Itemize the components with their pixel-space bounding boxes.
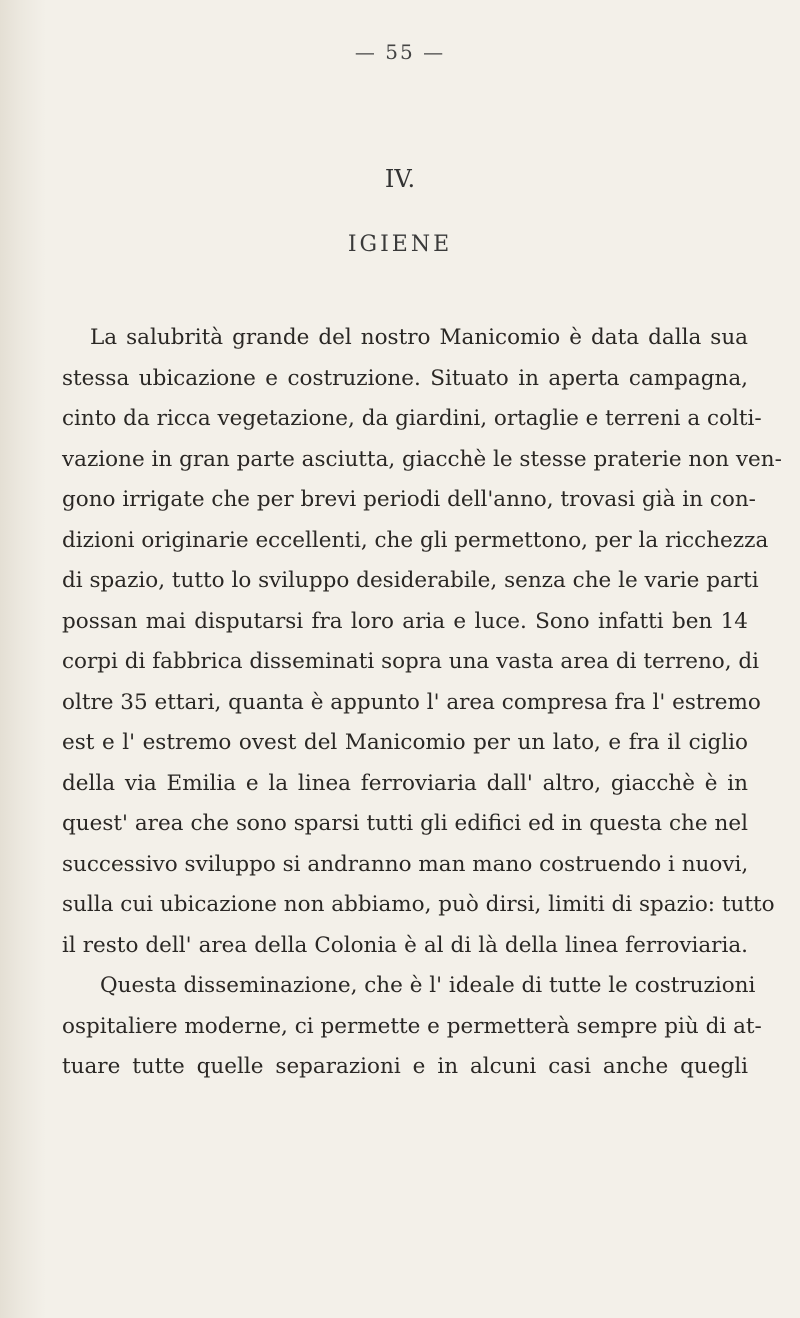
page-edge-shadow (0, 0, 46, 1318)
text-line: stessa ubicazione e costruzione. Situato in aperta campagna, (62, 365, 748, 391)
body-text (62, 318, 782, 1088)
text-line: possan mai disputarsi fra loro aria e luce. Sono infatti ben 14 (62, 608, 748, 634)
text-line: vazione in gran parte asciutta, giacchè le stesse praterie non ven- (62, 446, 782, 472)
text-line: il resto dell' area della Colonia è al di là della linea ferroviaria. (62, 932, 748, 958)
text-line: quest' area che sono sparsi tutti gli edifici ed in questa che nel (62, 811, 748, 836)
text-line: La salubrità grande del nostro Manicomio è data dalla sua (90, 325, 748, 350)
text-line: della via Emilia e la linea ferroviaria dall' altro, giacchè è in (62, 770, 748, 796)
text-line: gono irrigate che per brevi periodi dell'anno, trovasi già in con- (62, 487, 756, 512)
chapter-number: IV. (384, 165, 416, 193)
text-line: cinto da ricca vegetazione, da giardini, ortaglie e terreni a colti- (62, 406, 762, 431)
text-line: corpi di fabbrica disseminati sopra una vasta area di terreno, di (62, 649, 760, 674)
text-line: oltre 35 ettari, quanta è appunto l' area compresa fra l' estremo (62, 689, 761, 715)
text-line: successivo sviluppo si andranno man mano costruendo i nuovi, (62, 851, 749, 877)
text-line: ospitaliere moderne, ci permette e permetterà sempre più di at- (62, 1013, 762, 1039)
text-line: Questa disseminazione, che è l' ideale di tutte le costruzioni (100, 973, 756, 998)
chapter-title: IGIENE (347, 232, 453, 257)
text-line: dizioni originarie eccellenti, che gli permettono, per la ricchezza (62, 527, 769, 553)
text-line: tuare tutte quelle separazioni e in alcuni casi anche quegli (62, 1054, 748, 1079)
page-number: — 55 — (354, 40, 446, 64)
text-line: est e l' estremo ovest del Manicomio per un lato, e fra il ciglio (62, 730, 748, 755)
text-line: sulla cui ubicazione non abbiamo, può dirsi, limiti di spazio: tutto (62, 892, 775, 917)
text-line: di spazio, tutto lo sviluppo desiderabile, senza che le varie parti (62, 568, 759, 593)
